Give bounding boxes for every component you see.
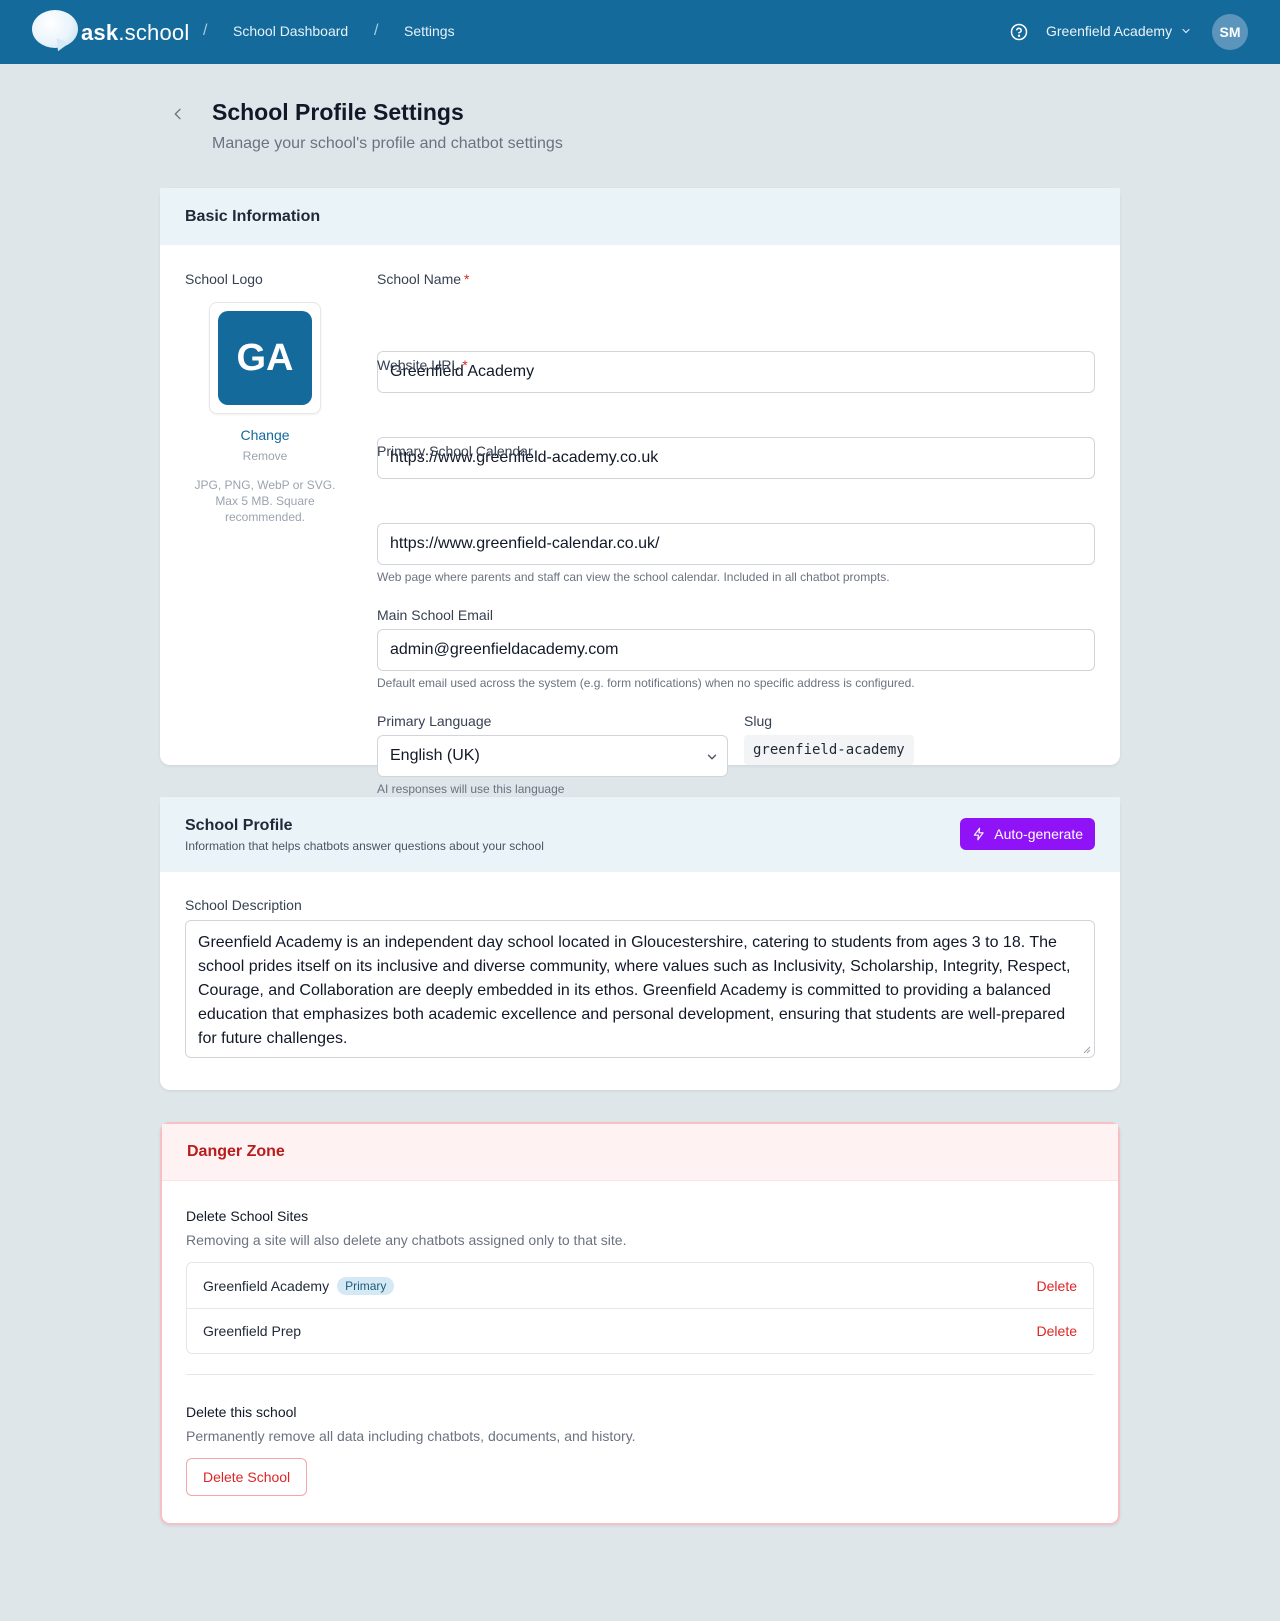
school-name-label: School Name * [377,271,470,287]
top-navigation-bar [0,0,1280,64]
basic-information-card [160,188,1120,796]
school-logo-label: School Logo [185,271,263,287]
delete-school-title: Delete this school [186,1404,297,1420]
school-switcher-label: Greenfield Academy [1046,23,1173,39]
card-title: School Profile [185,817,293,834]
language-label: Primary Language [377,713,492,729]
sites-list [186,1262,1094,1354]
logo-text-bold: ask [81,20,119,45]
school-name-input[interactable] [377,351,1095,393]
school-logo-preview[interactable] [209,302,321,414]
divider [186,1374,1094,1375]
chevron-down-icon [705,750,719,764]
speech-bubble-icon [32,10,78,50]
calendar-url-input[interactable] [377,523,1095,565]
card-body [160,245,1120,796]
school-description-label: School Description [185,897,302,913]
site-row [187,1263,1093,1308]
card-header [162,1124,1118,1181]
card-header [160,797,1120,872]
resize-handle-icon[interactable] [1083,1046,1091,1054]
language-help-text: AI responses will use this language [377,782,565,796]
logo-text-rest: .school [118,20,190,45]
language-selected-value: English (UK) [390,747,480,764]
site-row [187,1308,1093,1353]
school-switcher[interactable] [1046,23,1192,39]
school-description-textarea[interactable] [185,920,1095,1058]
ask-school-logo[interactable] [32,10,189,50]
site-name: Greenfield Academy [203,1277,330,1294]
chevron-left-icon[interactable] [170,104,186,124]
auto-generate-label: Auto-generate [994,826,1083,842]
card-header [160,188,1120,245]
change-logo-link[interactable]: Change [240,427,290,443]
delete-school-description: Permanently remove all data including chatbots, documents, and history. [186,1428,636,1444]
breadcrumb-separator: / [374,22,379,39]
slug-label: Slug [744,713,773,729]
school-description-text: Greenfield Academy is an independent day school located in Gloucestershire, catering to students from ages 3 to 18. The school prides itself on its inclusive and diverse community, where values such as Inclusivity, Scholarship, Integrity, Respect, Courage, and Collaboration are deeply embedded in its ethos. Greenfield Academy is committed to providing a balanced education that emphasizes both academic excellence and personal development, ensuring that students are well-prepared for future challenges. [198,934,1071,1047]
slug-value: greenfield-academy [744,735,914,765]
card-subtitle: Information that helps chatbots answer questions about your school [185,839,544,853]
email-label: Main School Email [377,607,493,623]
delete-site-button[interactable]: Delete [1036,1277,1077,1294]
site-name: Greenfield Prep [203,1323,302,1339]
chevron-down-icon [1180,25,1192,37]
website-url-label: Website URL * [377,357,468,373]
email-input[interactable] [377,629,1095,671]
card-title: Danger Zone [187,1143,285,1160]
calendar-label: Primary School Calendar [377,443,533,459]
danger-zone-card [160,1122,1120,1525]
breadcrumb-school-dashboard[interactable]: School Dashboard [233,23,349,39]
help-circle-icon[interactable] [1010,23,1028,41]
lightning-icon [972,827,986,841]
auto-generate-button[interactable] [960,818,1095,850]
breadcrumb-separator: / [203,22,208,39]
breadcrumb-settings[interactable]: Settings [404,23,455,39]
user-avatar[interactable]: SM [1212,14,1248,50]
logo-help-text: JPG, PNG, WebP or SVG. Max 5 MB. Square recommended. [194,478,336,524]
calendar-help-text: Web page where parents and staff can view the school calendar. Included in all chatbot prompts. [377,570,890,584]
primary-badge: Primary [337,1277,394,1295]
page-title: School Profile Settings [212,99,464,125]
remove-logo-link[interactable]: Remove [242,449,288,463]
school-profile-card [160,797,1120,1090]
delete-school-button[interactable]: Delete School [186,1458,307,1496]
delete-site-button[interactable]: Delete [1036,1323,1077,1339]
delete-sites-description: Removing a site will also delete any chatbots assigned only to that site. [186,1232,627,1248]
card-title: Basic Information [185,207,321,225]
language-select[interactable] [377,735,728,777]
school-logo-initials: GA [218,311,312,405]
page-subtitle: Manage your school's profile and chatbot settings [212,135,563,152]
email-help-text: Default email used across the system (e.g. form notifications) when no specific address is configured. [377,676,915,690]
delete-sites-title: Delete School Sites [186,1208,309,1224]
